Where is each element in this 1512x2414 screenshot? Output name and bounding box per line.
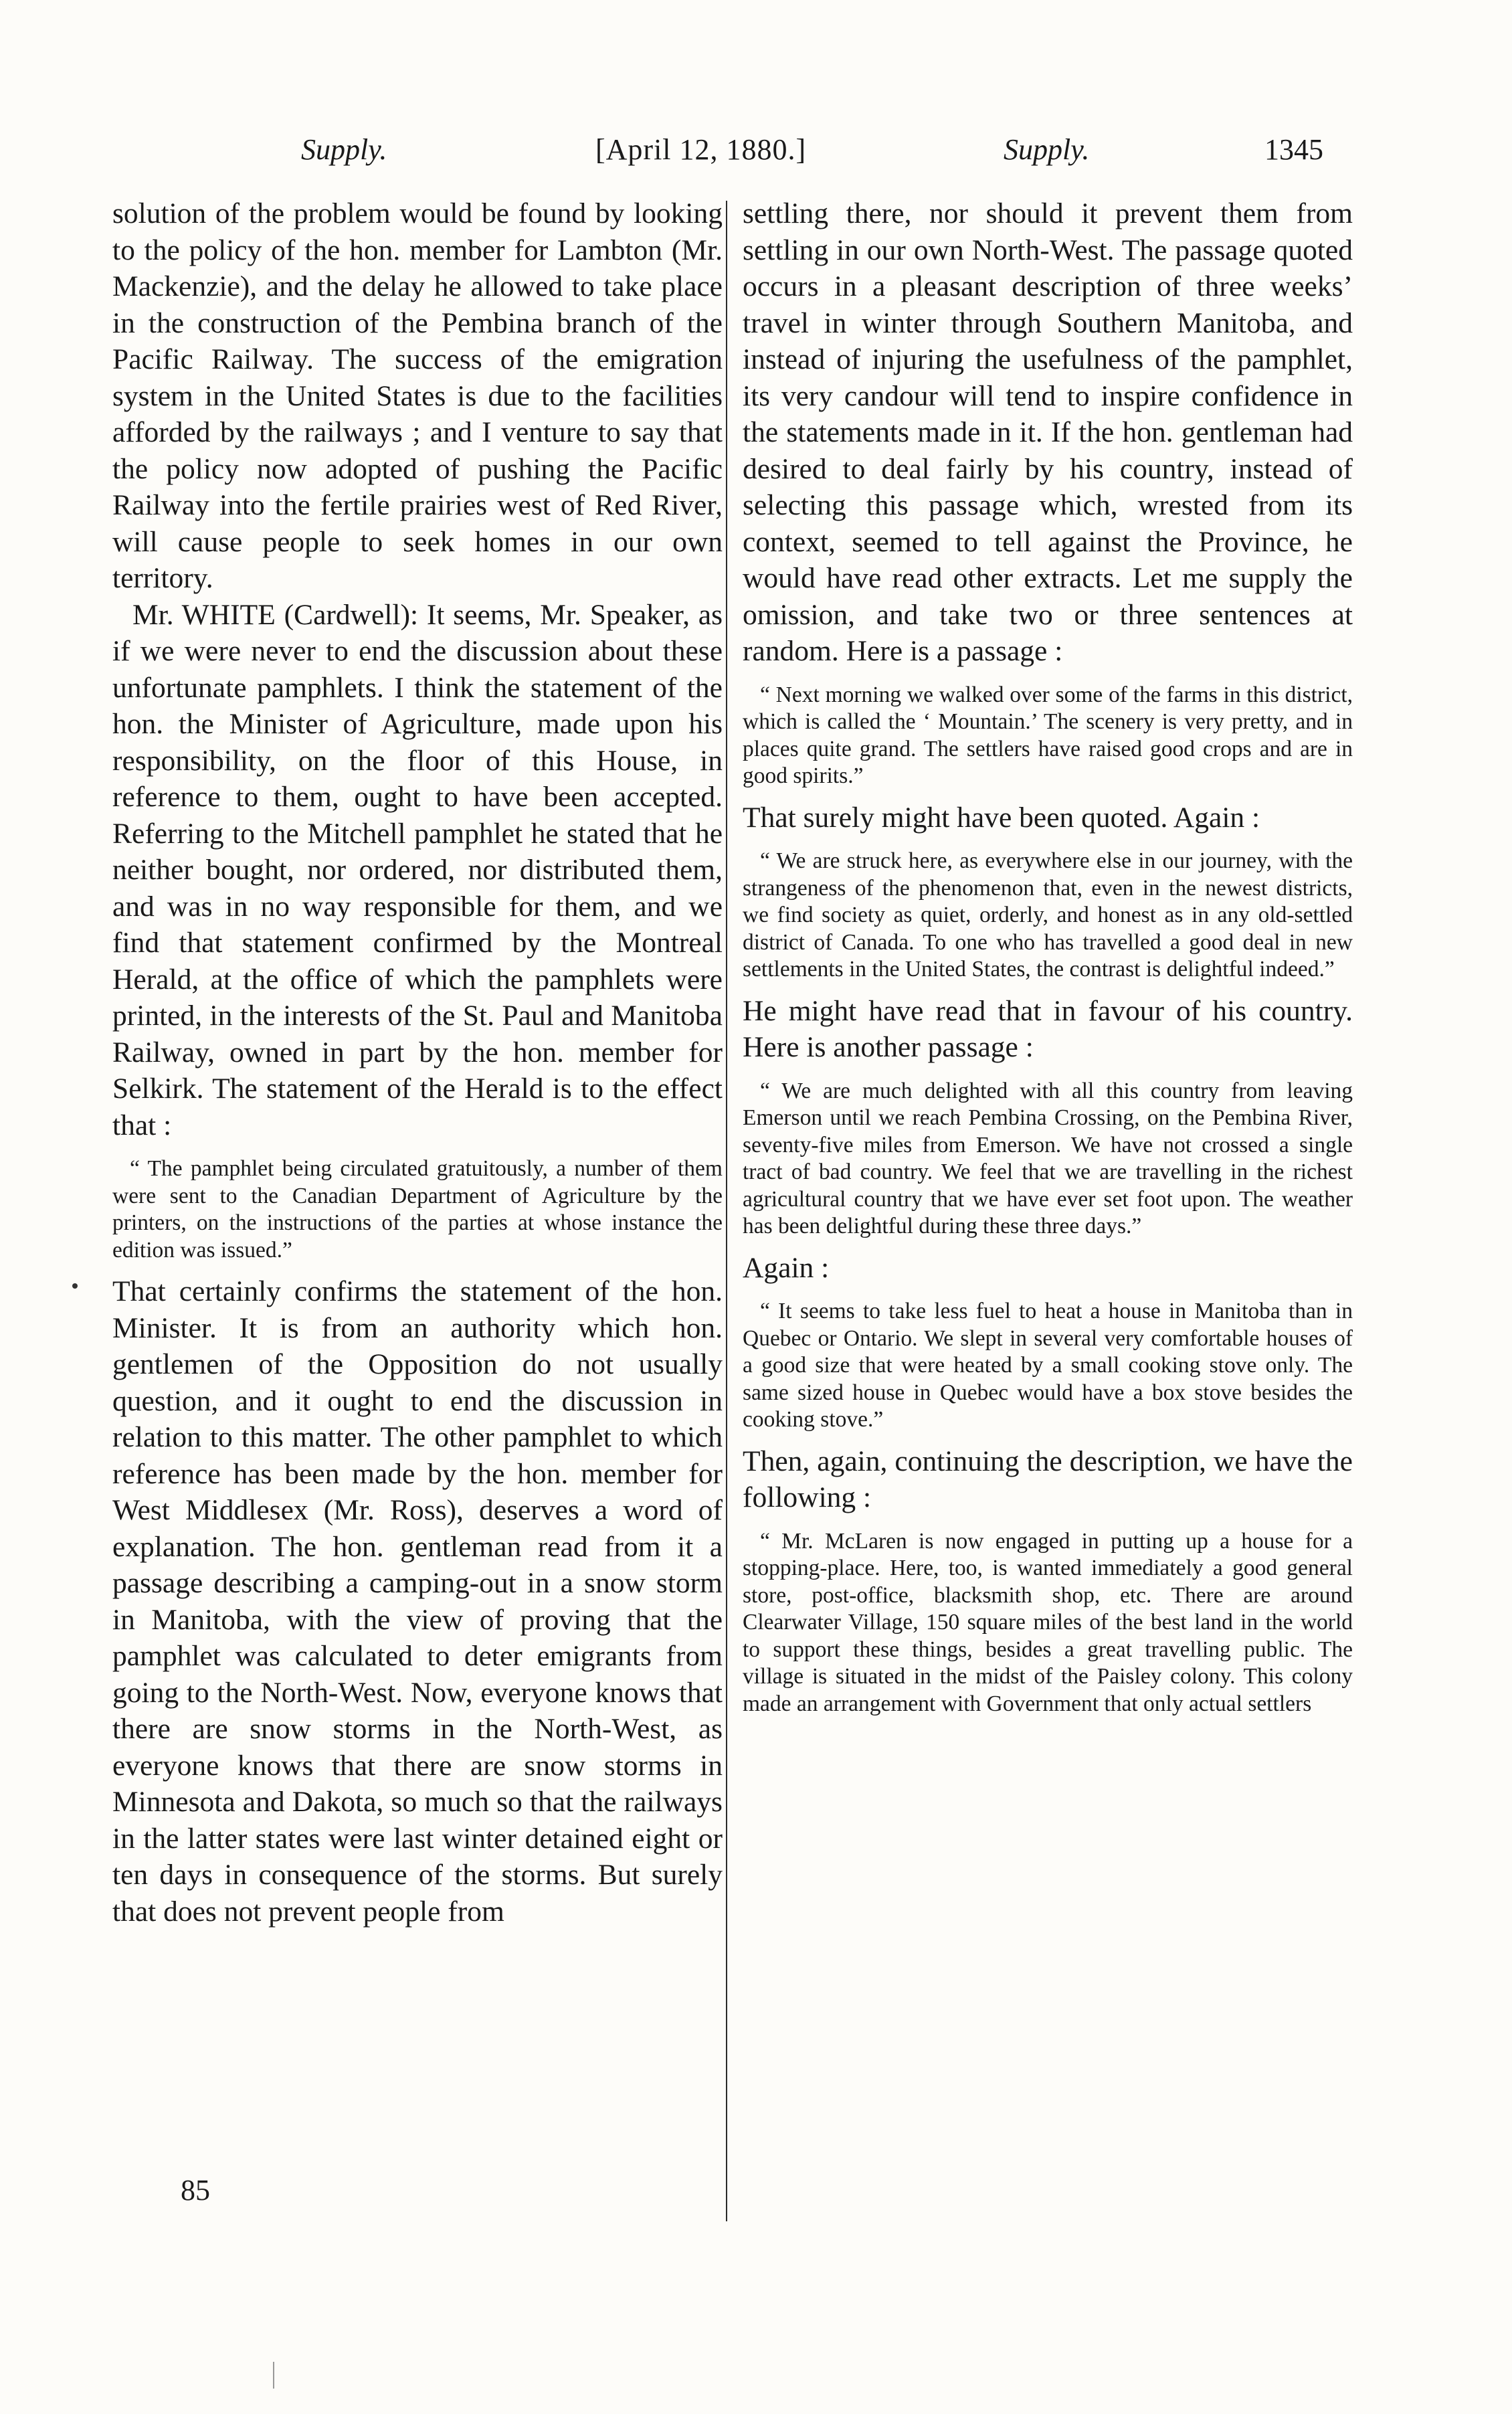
right-column — [743, 195, 1353, 1727]
right-paragraph-2: That surely might have been quoted. Again : — [743, 801, 1260, 834]
margin-dot — [72, 1283, 78, 1289]
right-paragraph-5: Then, again, continuing the description, we have the following : — [743, 1445, 1353, 1513]
right-paragraph-4: Again : — [743, 1251, 830, 1284]
left-quote-herald: “ The pamphlet being circulated gratuitously, a number of them were sent to the Canadian Department of Agriculture by the printers, on the instructions of the parties at whose instance the edition was issued.” — [112, 1156, 723, 1263]
margin-mark — [273, 2362, 274, 2389]
right-quote-4: “ It seems to take less fuel to heat a house in Manitoba than in Quebec or Ontario. We slept in several very comfortable houses of a good size that were heated by a small cooking stove only. The same sized house in Quebec would have a box stove besides the cooking stove.” — [743, 1299, 1353, 1432]
right-quote-5: “ Mr. McLaren is now engaged in putting up a house for a stopping-place. Here, too, is wanted immediately a good general store, post-office, blacksmith shop, etc. There are around Clearwater Village, 150 square miles of the best land in the world to support these things, besides a great travelling public. The village is situated in the midst of the Paisley colony. This colony made an arrangement with Government that only actual settlers — [743, 1528, 1353, 1716]
header-left-title: Supply. — [301, 133, 387, 166]
right-quote-2: “ We are struck here, as everywhere else in our journey, with the strangeness of the phenomenon that, even in the newest districts, we find society as quiet, orderly, and honest as in any old-settled district of Canada. To one who has travelled a good deal in new settlements in the United States, the contrast is delightful indeed.” — [743, 848, 1353, 982]
page-number: 1345 — [1264, 133, 1323, 166]
page-header — [281, 132, 1378, 179]
signature-number: 85 — [181, 2174, 210, 2207]
left-paragraph-3: That certainly confirms the statement of the hon. Minister. It is from an authority which hon. gentlemen of the Opposition do not usually question, and it ought to end the discussion in relation to this matter. The other pamphlet to which reference has been made by the hon. member for West Middlesex (Mr. Ross), deserves a word of explanation. The hon. gentleman read from it a passage describing a camping-out in a snow storm in Manitoba, with the view of proving that the pamphlet was calculated to deter emigrants from going to the North-West. Now, everyone knows that there are snow storms in the North-West, as everyone knows that there are snow storms in Minnesota and Dakota, so much so that the railways in the latter states were last winter detained eight or ten days in consequence of the storms. But surely that does not prevent people from — [112, 1275, 723, 1928]
left-paragraph-white-speech: Mr. WHITE (Cardwell): It seems, Mr. Speaker, as if we were never to end the discussion about these unfortunate pamphlets. I think the statement of the hon. the Minister of Agriculture, made upon his responsibility, on the floor of this House, in reference to them, ought to have been accepted. Referring to the Mitchell pamphlet he stated that he neither bought, nor ordered, nor distributed them, and was in no way responsible for them, and we find that statement confirmed by the Montreal Herald, at the office of which the pamphlets were printed, in the interests of the St. Paul and Manitoba Railway, owned in part by the hon. member for Selkirk. The statement of the Herald is to the effect that : — [112, 598, 723, 1141]
right-paragraph-1: settling there, nor should it prevent them from settling in our own North-West. The passage quoted occurs in a pleasant description of three weeks’ travel in winter through Southern Manitoba, and instead of injuring the usefulness of the pamphlet, its very candour will tend to inspire confidence in the statements made in it. If the hon. gentleman had desired to deal fairly by his country, instead of selecting this passage which, wrested from its context, seemed to tell against the Province, he would have read other extracts. Let me supply the omission, and take two or three sentences at random. Here is a passage : — [743, 197, 1353, 667]
left-paragraph-1: solution of the problem would be found by looking to the policy of the hon. member for Lambton (Mr. Mackenzie), and the delay he allowed to take place in the construction of the Pembina branch of the Pacific Railway. The success of the emigration system in the United States is due to the facilities afforded by the railways ; and I venture to say that the policy now adopted of pushing the Pacific Railway into the fertile prairies west of Red River, will cause people to seek homes in our own territory. — [112, 197, 723, 594]
header-date: [April 12, 1880.] — [595, 133, 807, 166]
left-column — [112, 195, 723, 1930]
right-quote-1: “ Next morning we walked over some of the farms in this district, which is called the ‘ Mountain.’ The scenery is very pretty, and in places quite grand. The settlers have raised good crops and are in good spirits.” — [743, 682, 1353, 788]
header-right-title: Supply. — [1004, 133, 1090, 166]
column-divider — [726, 201, 727, 2221]
right-paragraph-3: He might have read that in favour of his country. Here is another passage : — [743, 994, 1353, 1063]
right-quote-3: “ We are much delighted with all this country from leaving Emerson until we reach Pembina Crossing, on the Pembina River, seventy-five miles from Emerson. We have not crossed a single tract of bad country. We feel that we are travelling in the richest agricultural country that we have ever set foot upon. The weather has been delightful during these three days.” — [743, 1078, 1353, 1238]
